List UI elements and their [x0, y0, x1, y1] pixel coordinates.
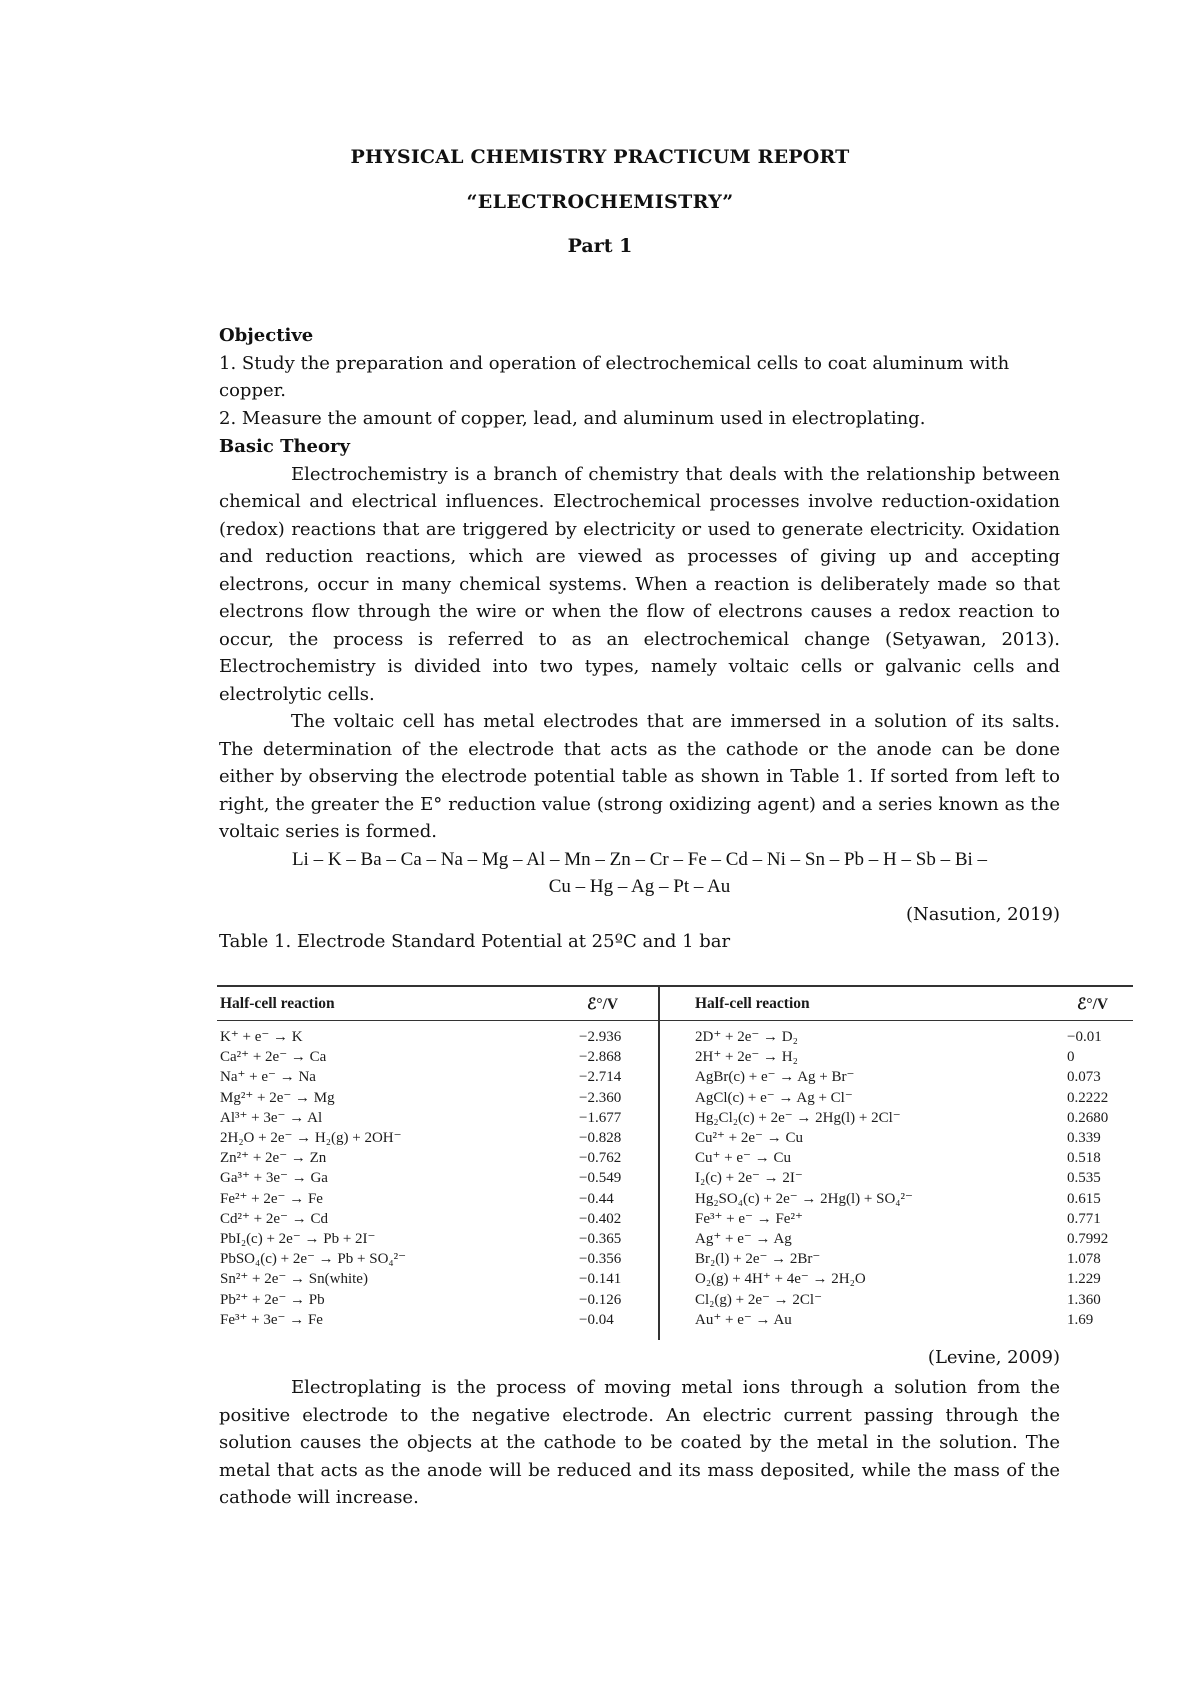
left-reaction-cell: Zn²⁺ + 2e⁻ → Zn	[220, 1150, 327, 1167]
right-potential-cell: 1.69	[1067, 1311, 1094, 1328]
left-reaction-cell: Fe³⁺ + 3e⁻ → Fe	[220, 1311, 323, 1328]
right-potential-cell: 0.771	[1067, 1210, 1101, 1227]
right-potential-cell: 0.2680	[1067, 1109, 1109, 1126]
right-reaction-cell: Cu⁺ + e⁻ → Cu	[695, 1150, 791, 1167]
table-header-rule	[217, 1020, 1133, 1021]
right-reaction-cell: Au⁺ + e⁻ → Au	[695, 1311, 792, 1328]
left-reaction-cell: Mg²⁺ + 2e⁻ → Mg	[220, 1089, 335, 1106]
right-potential-cell: 0.615	[1067, 1190, 1101, 1207]
right-reaction-cell: 2D⁺ + 2e⁻ → D₂	[695, 1029, 798, 1045]
left-potential-header: ℰ°/V	[587, 996, 619, 1013]
right-reaction-cell: Cu²⁺ + 2e⁻ → Cu	[695, 1130, 803, 1146]
left-potential-cell: −0.44	[579, 1190, 614, 1207]
objective-item-1: 1. Study the preparation and operation of electrochemical cells to coat aluminum with copper.	[219, 352, 1010, 401]
left-potential-cell: −0.141	[579, 1271, 622, 1288]
left-potential-cell: −0.356	[579, 1251, 622, 1268]
right-reaction-cell: Cl₂(g) + 2e⁻ → 2Cl⁻	[695, 1291, 823, 1308]
left-potential-cell: −0.126	[579, 1291, 622, 1308]
right-potential-cell: 1.360	[1067, 1291, 1101, 1308]
voltaic-series-line-1: Li – K – Ba – Ca – Na – Mg – Al – Mn – Zn – Cr – Fe – Cd – Ni – Sn – Pb – H – Sb – Bi –	[291, 848, 988, 870]
objective-item-2: 2. Measure the amount of copper, lead, and aluminum used in electroplating.	[219, 407, 926, 429]
right-potential-cell: 0.7992	[1067, 1231, 1109, 1247]
left-reaction-cell: Sn²⁺ + 2e⁻ → Sn(white)	[220, 1271, 368, 1288]
right-potential-cell: 0.2222	[1067, 1089, 1109, 1106]
left-potential-cell: −0.762	[579, 1150, 622, 1167]
objective-section	[219, 322, 1060, 432]
objective-heading: Objective	[219, 325, 314, 346]
left-potential-cell: −0.828	[579, 1130, 622, 1146]
left-reaction-cell: PbI₂(c) + 2e⁻ → Pb + 2I⁻	[220, 1231, 376, 1247]
right-potential-cell: 1.229	[1067, 1271, 1101, 1288]
left-potential-cell: −0.365	[579, 1231, 622, 1247]
right-potential-cell: 1.078	[1067, 1251, 1101, 1268]
right-reaction-cell: Br₂(l) + 2e⁻ → 2Br⁻	[695, 1251, 821, 1268]
closing-section	[219, 1374, 1060, 1512]
right-reaction-cell: Hg₂Cl₂(c) + 2e⁻ → 2Hg(l) + 2Cl⁻	[695, 1109, 901, 1126]
basic-theory-section	[219, 433, 1060, 956]
left-reaction-cell: Pb²⁺ + 2e⁻ → Pb	[220, 1291, 325, 1308]
right-reaction-cell: Ag⁺ + e⁻ → Ag	[695, 1231, 792, 1247]
left-reaction-cell: Ga³⁺ + 3e⁻ → Ga	[220, 1170, 328, 1187]
right-potential-cell: 0.535	[1067, 1170, 1101, 1187]
series-citation: (Nasution, 2019)	[905, 903, 1060, 925]
report-title: PHYSICAL CHEMISTRY PRACTICUM REPORT	[350, 146, 850, 168]
left-potential-cell: −0.402	[579, 1210, 622, 1227]
table-citation: (Levine, 2009)	[927, 1347, 1060, 1368]
right-reaction-cell: I₂(c) + 2e⁻ → 2I⁻	[695, 1170, 803, 1187]
left-reaction-header: Half-cell reaction	[220, 995, 335, 1012]
right-reaction-cell: O₂(g) + 4H⁺ + 4e⁻ → 2H₂O	[695, 1271, 866, 1288]
left-reaction-cell: Cd²⁺ + 2e⁻ → Cd	[220, 1210, 328, 1227]
left-reaction-cell: Na⁺ + e⁻ → Na	[220, 1069, 316, 1086]
closing-paragraph: Electroplating is the process of moving metal ions through a solution from the positive electrode to the negative electrode. An electric current passing through the solution causes the objects at the cathode to be coated by the metal in the solution. The metal that acts as the anode will be reduced and its mass deposited, while the mass of the cathode will increase.	[219, 1377, 1060, 1508]
left-reaction-cell: 2H₂O + 2e⁻ → H₂(g) + 2OH⁻	[220, 1130, 402, 1146]
left-reaction-cell: PbSO₄(c) + 2e⁻ → Pb + SO₄²⁻	[220, 1251, 407, 1268]
electrode-potential-table	[217, 985, 1133, 1340]
right-reaction-cell: Hg₂SO₄(c) + 2e⁻ → 2Hg(l) + SO₄²⁻	[695, 1190, 913, 1207]
right-reaction-header: Half-cell reaction	[695, 995, 810, 1012]
table-top-rule	[217, 985, 1133, 987]
right-reaction-cell: 2H⁺ + 2e⁻ → H₂	[695, 1049, 798, 1066]
left-potential-cell: −0.04	[579, 1311, 614, 1328]
left-potential-cell: −0.549	[579, 1170, 622, 1187]
left-potential-cell: −2.714	[579, 1069, 622, 1086]
right-reaction-cell: AgBr(c) + e⁻ → Ag + Br⁻	[695, 1069, 855, 1086]
right-potential-cell: 0.073	[1067, 1069, 1101, 1086]
theory-paragraph-1: Electrochemistry is a branch of chemistry that deals with the relationship between chemical and electrical influences. Electrochemical processes involve reduction-oxidation (redox) reactions that are triggered by electricity or used to generate electricity. Oxidation and reduction reactions, which are viewed as processes of giving up and accepting electrons, occur in many chemical systems. When a reaction is deliberately made so that electrons flow through the wire or when the flow of electrons causes a redox reaction to occur, the process is referred to as an electrochemical change (Setyawan, 2013). Electrochemistry is divided into two types, namely voltaic cells or galvanic cells and electrolytic cells.	[219, 463, 1060, 705]
right-reaction-cell: AgCl(c) + e⁻ → Ag + Cl⁻	[695, 1089, 853, 1106]
table-caption: Table 1. Electrode Standard Potential at 25ºC and 1 bar	[219, 931, 731, 952]
right-reaction-cell: Fe³⁺ + e⁻ → Fe²⁺	[695, 1210, 803, 1227]
theory-paragraph-2: The voltaic cell has metal electrodes that are immersed in a solution of its salts. The determination of the electrode that acts as the cathode or the anode can be done either by observing the electrode potential table as shown in Table 1. If sorted from left to right, the greater the E° reduction value (strong oxidizing agent) and a series known as the voltaic series is formed.	[219, 711, 1060, 842]
left-reaction-cell: Fe²⁺ + 2e⁻ → Fe	[220, 1190, 323, 1207]
right-potential-cell: 0	[1067, 1049, 1075, 1066]
table-column-divider	[658, 985, 660, 1340]
right-potential-cell: 0.518	[1067, 1150, 1101, 1167]
left-reaction-cell: Al³⁺ + 3e⁻ → Al	[220, 1109, 323, 1126]
basic-theory-heading: Basic Theory	[219, 436, 350, 457]
right-potential-cell: 0.339	[1067, 1130, 1101, 1146]
right-potential-cell: −0.01	[1067, 1029, 1102, 1045]
left-reaction-cell: Ca²⁺ + 2e⁻ → Ca	[220, 1049, 327, 1066]
right-potential-header: ℰ°/V	[1077, 996, 1109, 1013]
left-potential-cell: −2.936	[579, 1029, 622, 1045]
left-potential-cell: −2.868	[579, 1049, 622, 1066]
voltaic-series-line-2: Cu – Hg – Ag – Pt – Au	[548, 876, 731, 897]
report-subtitle: “ELECTROCHEMISTRY”	[466, 191, 734, 213]
part-label: Part 1	[567, 235, 633, 257]
left-potential-cell: −2.360	[579, 1089, 622, 1106]
left-potential-cell: −1.677	[579, 1109, 622, 1126]
left-reaction-cell: K⁺ + e⁻ → K	[220, 1029, 303, 1045]
